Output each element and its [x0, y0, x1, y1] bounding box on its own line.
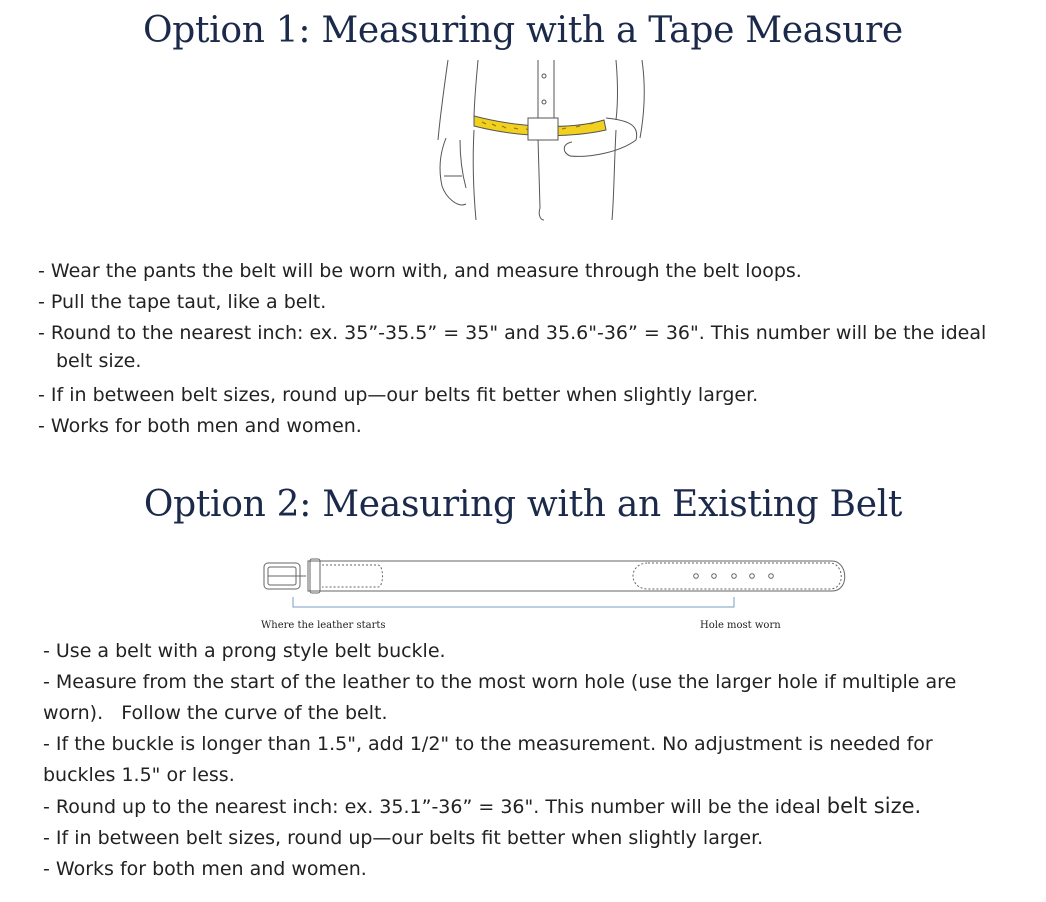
belt-measurement-diagram [258, 555, 854, 615]
list-item: - Use a belt with a prong style belt buckle. [43, 640, 446, 662]
list-item: - If in between belt sizes, round up—our belts fit better when slightly larger. [38, 384, 759, 406]
option2-instructions [43, 636, 956, 885]
man-measuring-waist-illustration [430, 58, 655, 223]
option1-instructions [38, 256, 986, 442]
hole-caption: Hole most worn [700, 620, 781, 631]
leather-start-caption: Where the leather starts [261, 620, 386, 631]
list-item-continuation: belt size. [56, 350, 142, 372]
list-item: - Measure from the start of the leather to the most worn hole (use the larger hole if multiple are [43, 671, 957, 693]
list-item-continuation: buckles 1.5" or less. [43, 764, 235, 786]
list-item: - If the buckle is longer than 1.5", add 1/2" to the measurement. No adjustment is needed for [43, 733, 933, 755]
list-item [43, 791, 956, 823]
list-item: - If in between belt sizes, round up—our belts fit better when slightly larger. [43, 827, 764, 849]
list-item-tail: belt size. [826, 794, 922, 818]
list-item: - Pull the tape taut, like a belt. [38, 291, 327, 313]
list-item-text: - Round up to the nearest inch: ex. 35.1”-36” = 36". This number will be the ideal [43, 796, 827, 818]
list-item: - Works for both men and women. [43, 858, 367, 880]
list-item: - Wear the pants the belt will be worn with, and measure through the belt loops. [38, 260, 802, 282]
list-item: - Round to the nearest inch: ex. 35”-35.5” = 35" and 35.6"-36” = 36". This number will be the ideal [38, 322, 987, 344]
list-item: - Works for both men and women. [38, 415, 362, 437]
option1-title: Option 1: Measuring with a Tape Measure [143, 10, 903, 51]
option2-title: Option 2: Measuring with an Existing Belt [143, 484, 903, 525]
list-item-continuation: worn). Follow the curve of the belt. [43, 702, 388, 724]
